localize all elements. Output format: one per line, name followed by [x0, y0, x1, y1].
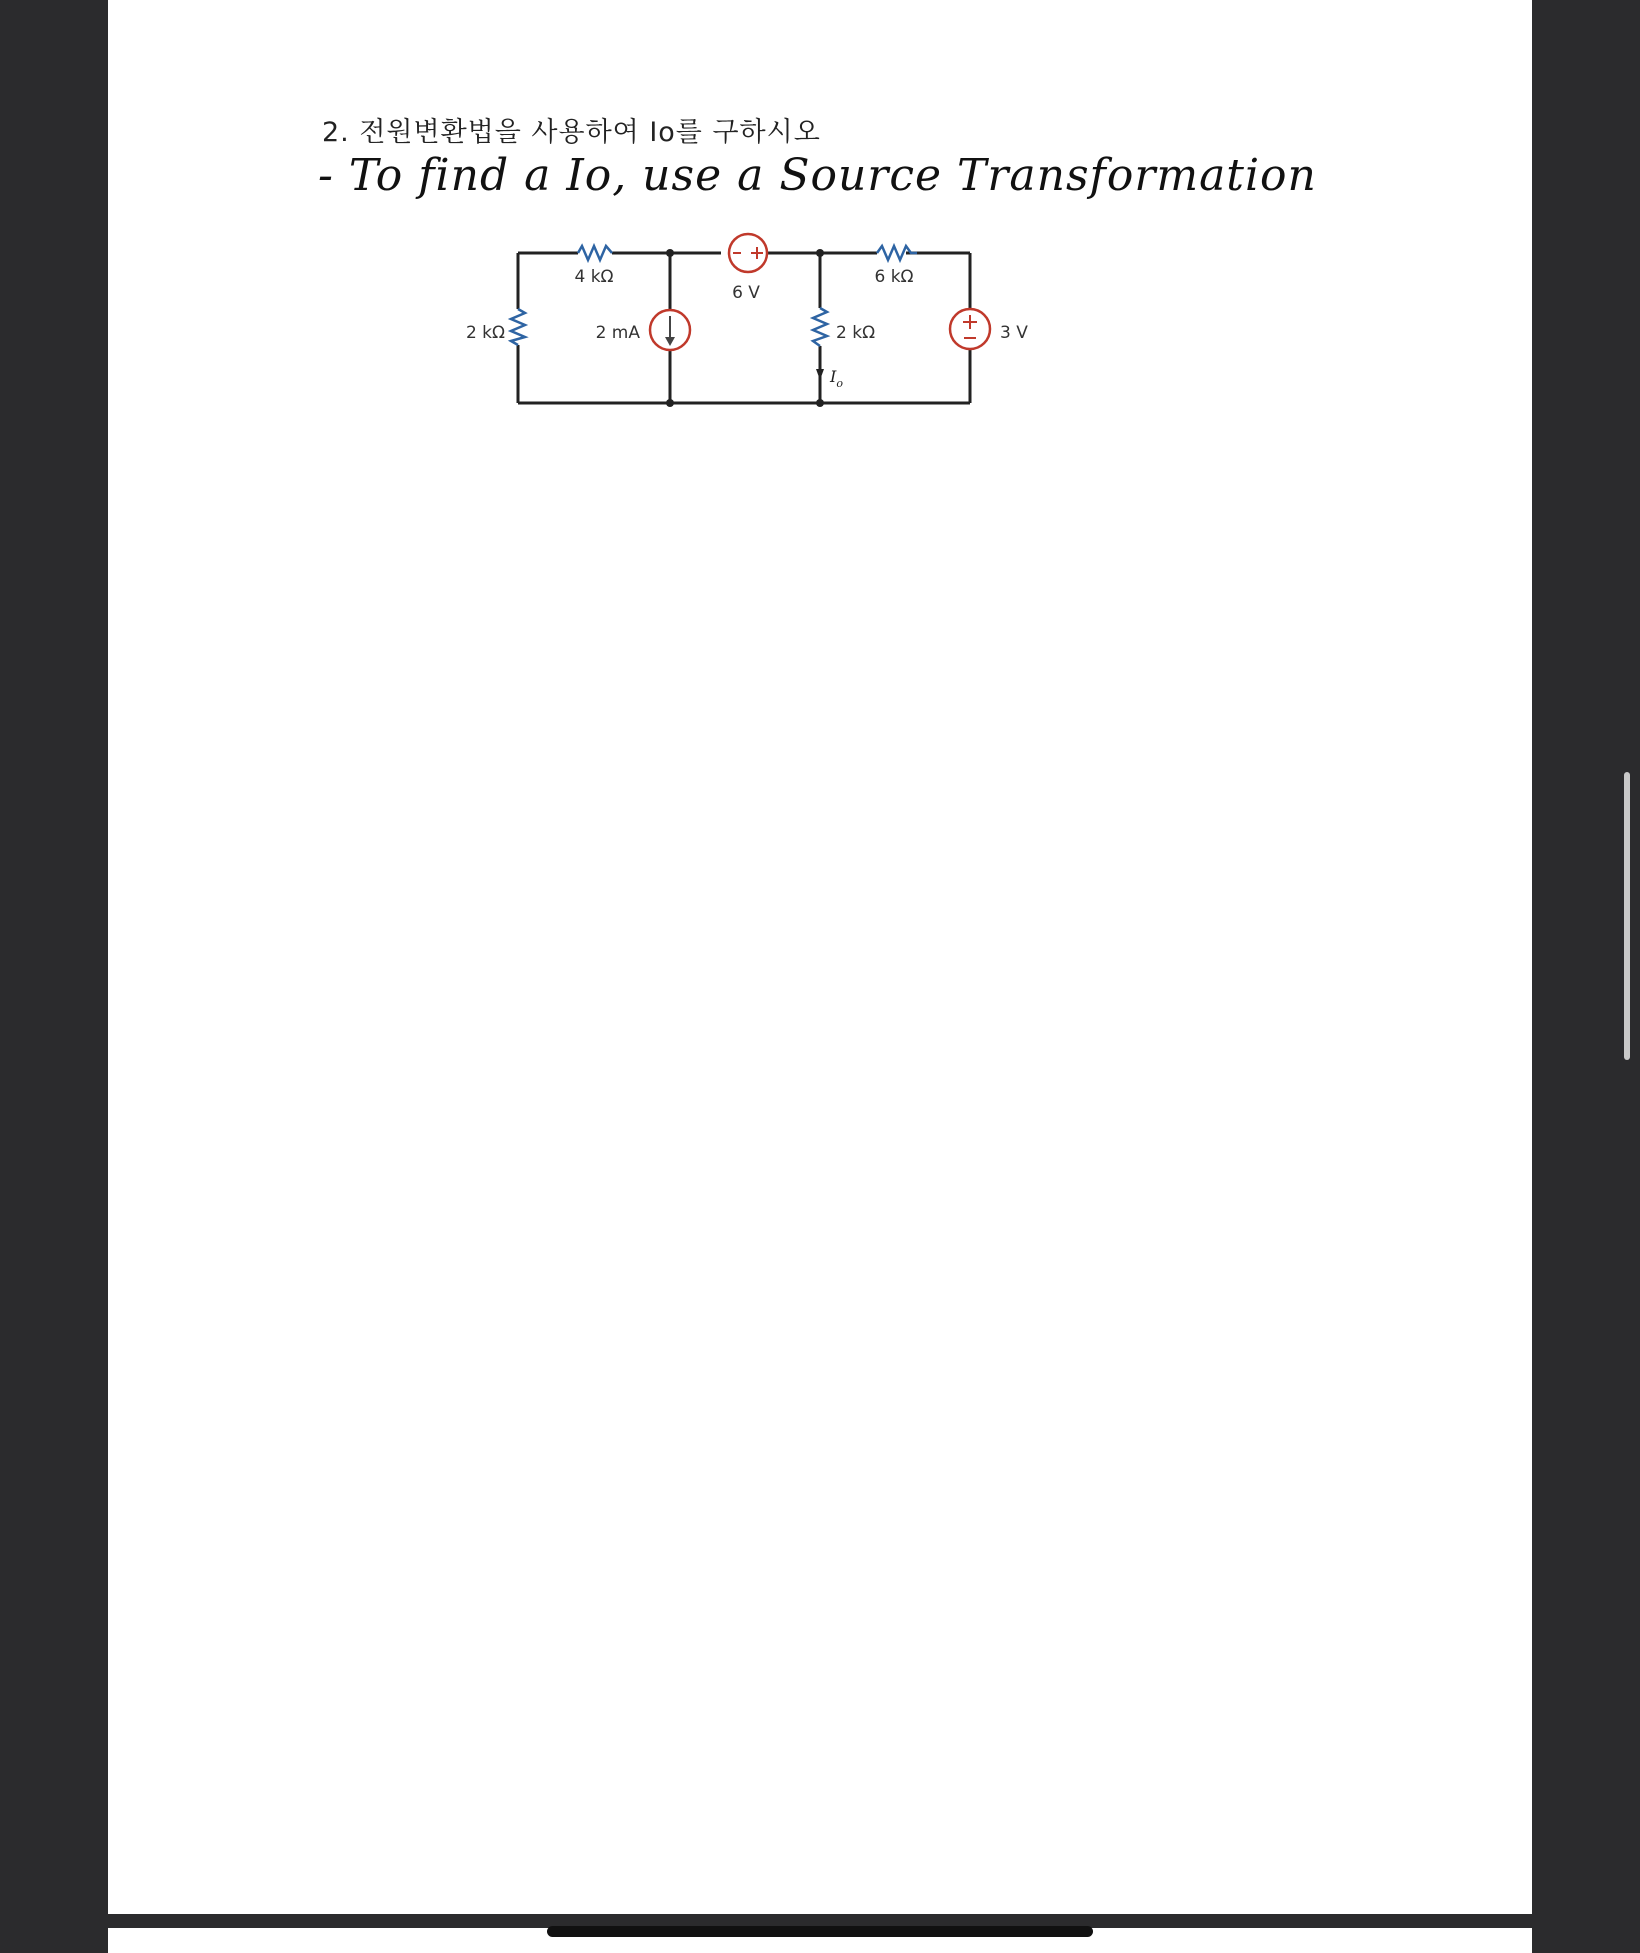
resistor-6k [877, 246, 917, 260]
voltage-source-3v [950, 309, 990, 349]
resistor-2k-left [511, 309, 525, 345]
label-io: $I_o$ [830, 367, 843, 390]
io-current-arrow [816, 369, 824, 380]
label-2k-mid: 2 kΩ [836, 323, 876, 343]
scrollbar-thumb[interactable] [1624, 772, 1630, 1060]
home-indicator[interactable] [547, 1926, 1093, 1937]
resistor-4k [578, 246, 612, 260]
label-6k: 6 kΩ [874, 267, 914, 287]
resistor-2k-mid [813, 308, 827, 346]
label-2k-left: 2 kΩ [465, 323, 505, 343]
label-6v: 6 V [732, 283, 760, 303]
label-3v: 3 V [1000, 323, 1028, 343]
label-2ma: 2 mA [595, 323, 640, 343]
voltage-source-6v [729, 234, 767, 272]
handwritten-note: - To find a Io, use a Source Transformation [318, 150, 1317, 201]
current-source-2ma [650, 310, 690, 350]
problem-statement-korean: 2. 전원변환법을 사용하여 Io를 구하시오 [322, 117, 821, 148]
label-4k: 4 kΩ [574, 267, 614, 287]
